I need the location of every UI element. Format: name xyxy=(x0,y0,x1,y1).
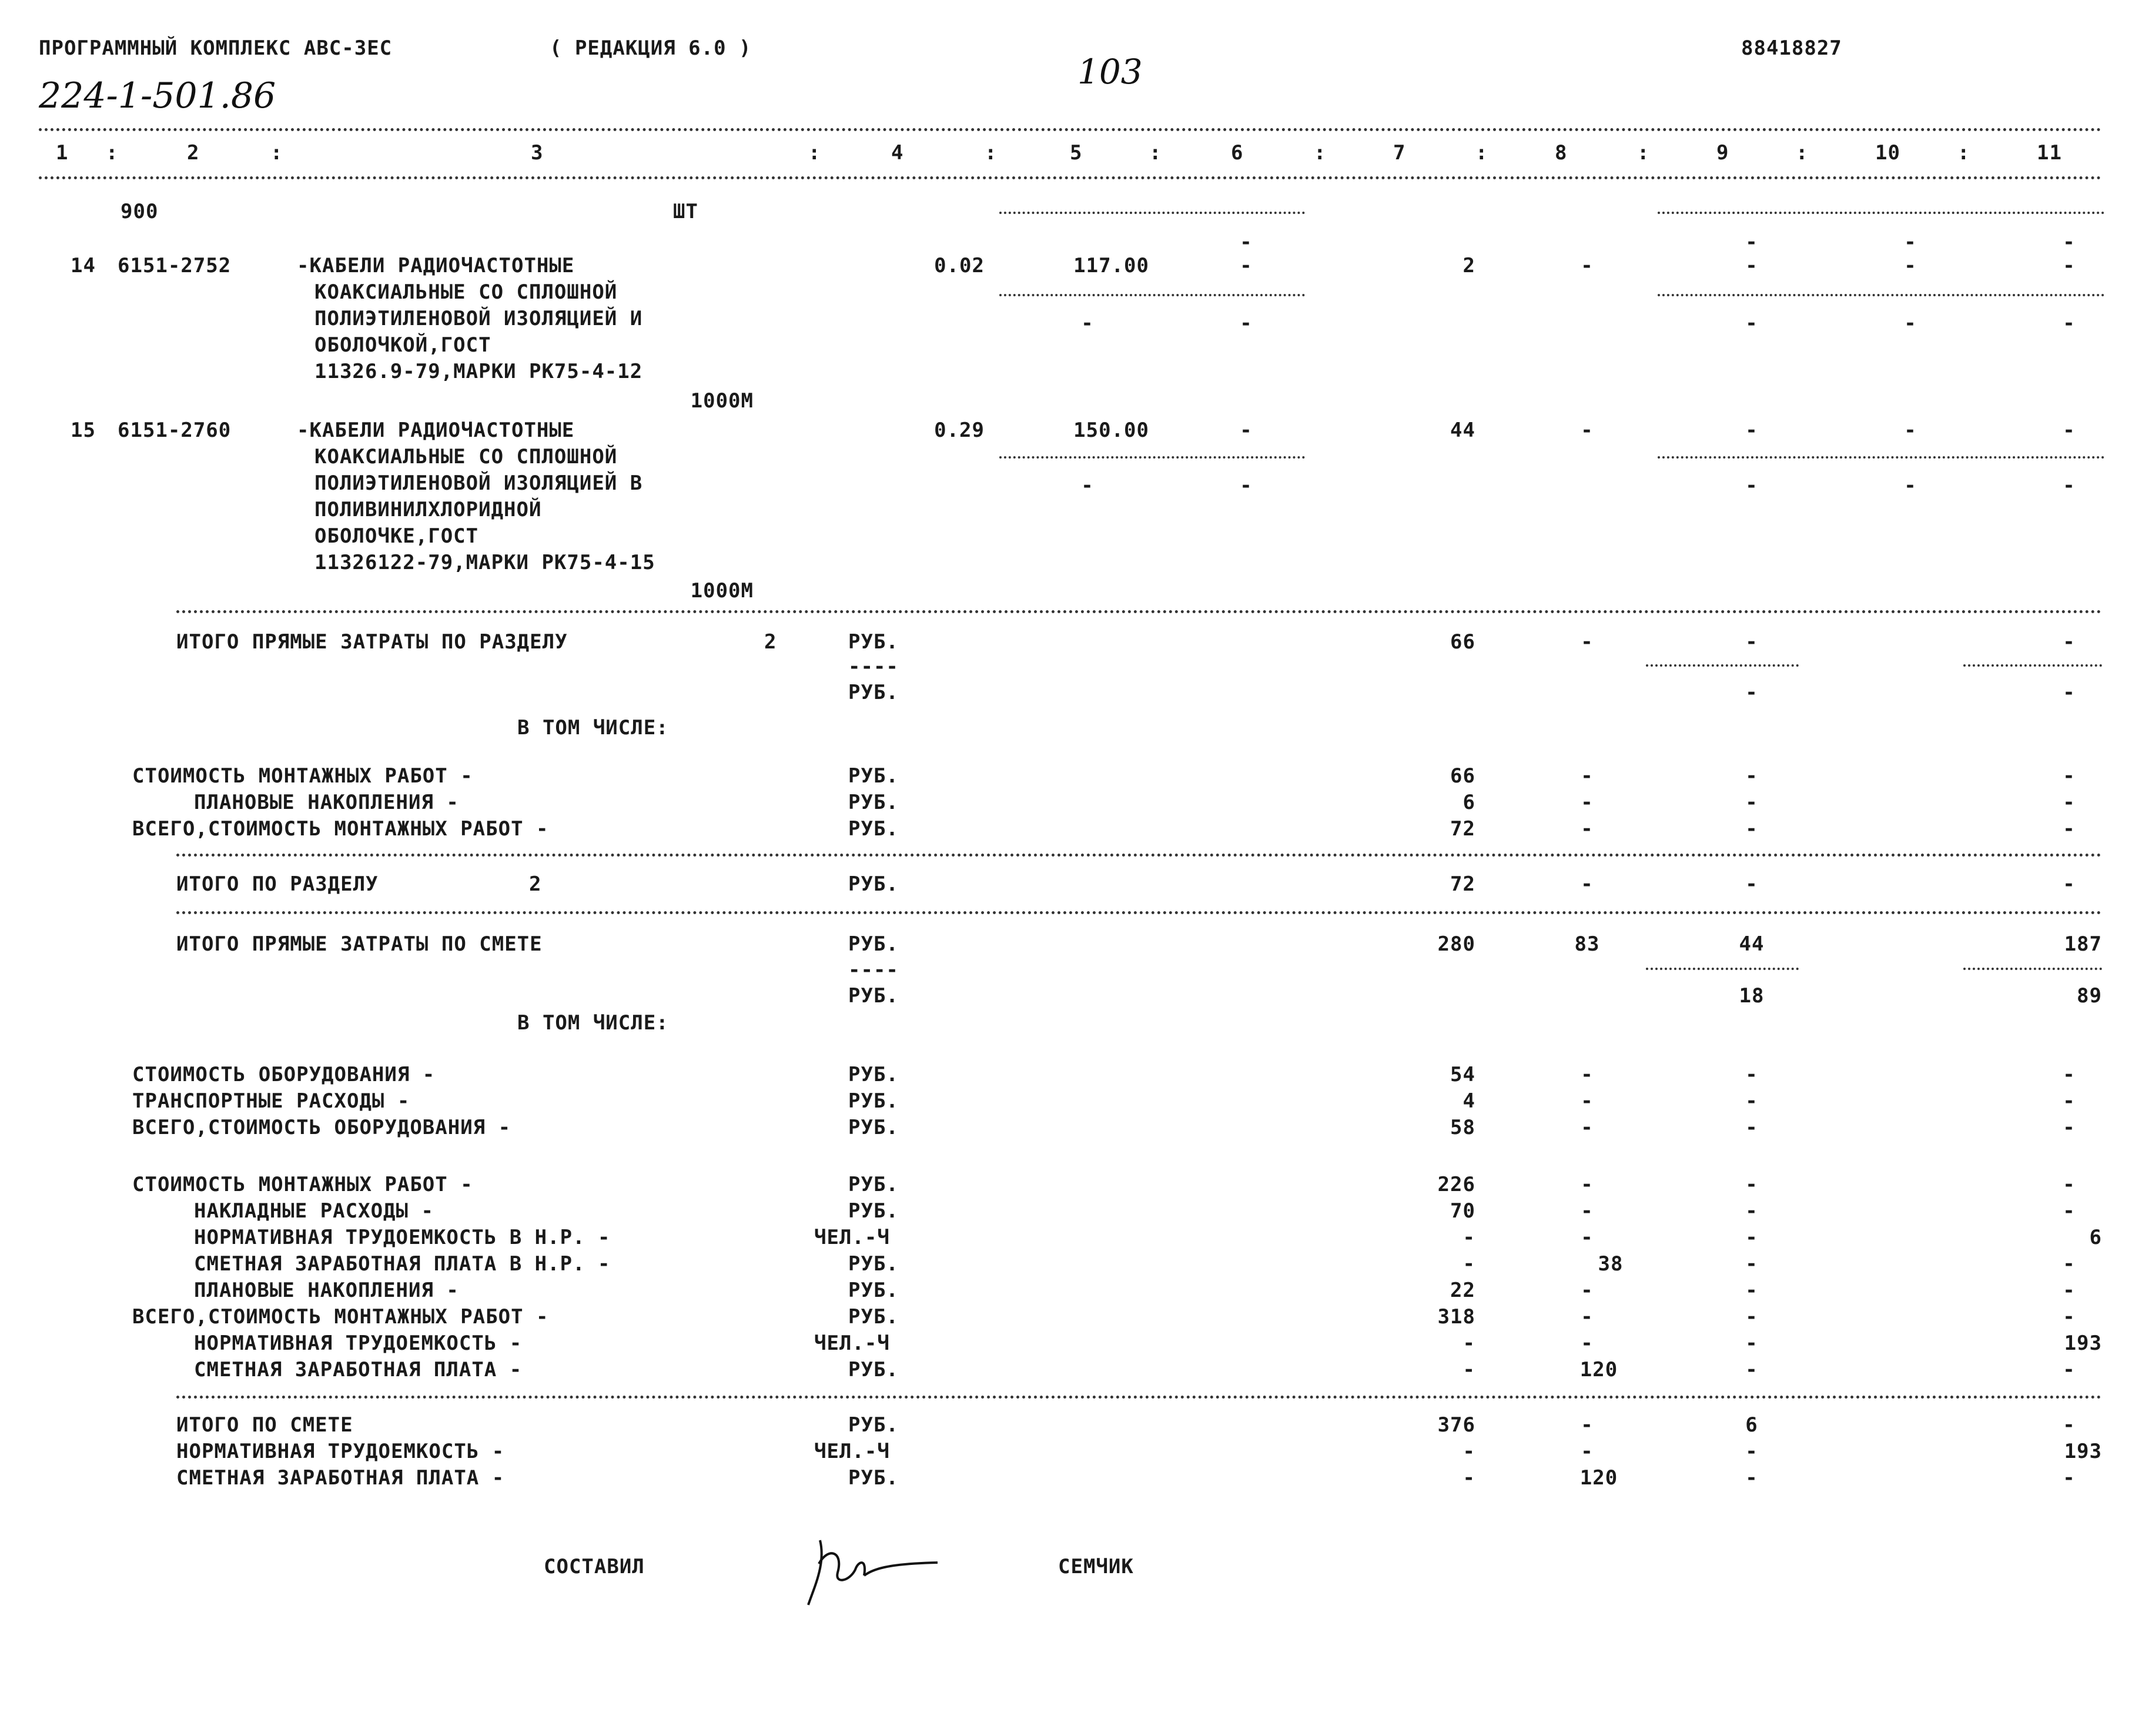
estimate-total-col11: 193 xyxy=(2064,1440,2102,1463)
summary-col11: - xyxy=(2063,1173,2076,1196)
summary-unit: РУБ. xyxy=(848,1305,899,1329)
section-total-label: ИТОГО ПО РАЗДЕЛУ xyxy=(176,872,379,896)
summary-label: ВСЕГО,СТОИМОСТЬ ОБОРУДОВАНИЯ - xyxy=(132,1116,511,1139)
cell-separator xyxy=(1646,664,1799,667)
column-separator: : xyxy=(1475,141,1488,165)
handwritten-project-code: 224-1-501.86 xyxy=(39,75,276,116)
item-col9-sub: - xyxy=(1745,312,1758,335)
summary-unit: РУБ. xyxy=(848,1116,899,1139)
column-separator: : xyxy=(1957,141,1970,165)
item-code: 6151-2752 xyxy=(118,254,232,277)
summary-col11: - xyxy=(2063,791,2076,814)
summary-col11: 6 xyxy=(2089,1226,2102,1249)
column-header-7: 7 xyxy=(1393,141,1406,165)
column-header-1: 1 xyxy=(56,141,69,165)
summary-unit: РУБ. xyxy=(848,1252,899,1276)
column-header-8: 8 xyxy=(1555,141,1568,165)
summary-unit: РУБ. xyxy=(848,791,899,814)
summary-col11: - xyxy=(2063,1252,2076,1276)
edition-label: ( РЕДАКЦИЯ 6.0 ) xyxy=(550,36,752,60)
summary-col7: 6 xyxy=(1462,791,1475,814)
cell-separator xyxy=(1963,664,2102,667)
column-separator: : xyxy=(1149,141,1162,165)
summary-label: ВСЕГО,СТОИМОСТЬ МОНТАЖНЫХ РАБОТ - xyxy=(132,1305,549,1329)
item-number: 15 xyxy=(71,419,96,442)
summary-col9: - xyxy=(1745,1199,1758,1223)
item-description-line: КОАКСИАЛЬНЫЕ СО СПЛОШНОЙ xyxy=(314,280,618,304)
estimate-total-col8: - xyxy=(1581,1440,1594,1463)
summary-label: ПЛАНОВЫЕ НАКОПЛЕНИЯ - xyxy=(194,1279,459,1302)
estimate-total-unit: РУБ. xyxy=(848,1466,899,1490)
estimate-direct-col9: 44 xyxy=(1739,932,1765,956)
item-col10-sub: - xyxy=(1904,230,1917,254)
estimate-total-col8: - xyxy=(1581,1413,1594,1437)
summary-unit: РУБ. xyxy=(848,1199,899,1223)
estimate-total-label: СМЕТНАЯ ЗАРАБОТНАЯ ПЛАТА - xyxy=(176,1466,505,1490)
summary-col7: - xyxy=(1462,1332,1475,1355)
summary-col9: - xyxy=(1745,1089,1758,1113)
item-number: 14 xyxy=(71,254,96,277)
summary-col11: - xyxy=(2063,764,2076,788)
summary-label: СТОИМОСТЬ МОНТАЖНЫХ РАБОТ - xyxy=(132,1173,473,1196)
compiled-by-name: СЕМЧИК xyxy=(1058,1555,1134,1578)
section-total-number: 2 xyxy=(529,872,542,896)
estimate-total-col9: - xyxy=(1745,1440,1758,1463)
summary-col7: - xyxy=(1462,1252,1475,1276)
section-direct-col7: 66 xyxy=(1450,630,1475,654)
summary-col9: - xyxy=(1745,1305,1758,1329)
item-col6-sub: - xyxy=(1240,474,1253,497)
summary-col7: 54 xyxy=(1450,1063,1475,1086)
summary-label: НАКЛАДНЫЕ РАСХОДЫ - xyxy=(194,1199,434,1223)
column-separator: : xyxy=(106,141,119,165)
item-col11-sub: - xyxy=(2063,474,2076,497)
item-col9: - xyxy=(1745,254,1758,277)
column-header-6: 6 xyxy=(1231,141,1244,165)
in-that-number-heading: В ТОМ ЧИСЛЕ: xyxy=(517,1011,669,1035)
item-col9-sub: - xyxy=(1745,474,1758,497)
summary-col9: - xyxy=(1745,1116,1758,1139)
summary-col7: - xyxy=(1462,1358,1475,1382)
section-direct-col9-sub: - xyxy=(1745,681,1758,704)
column-header-3: 3 xyxy=(531,141,544,165)
item-col10: - xyxy=(1904,419,1917,442)
top-rule xyxy=(39,128,2102,131)
cell-separator xyxy=(999,212,1305,214)
item-description-line: -КАБЕЛИ РАДИОЧАСТОТНЫЕ xyxy=(297,419,575,442)
column-header-10: 10 xyxy=(1875,141,1900,165)
summary-col11: - xyxy=(2063,1089,2076,1113)
item-description-line: ПОЛИЭТИЛЕНОВОЙ ИЗОЛЯЦИЕЙ В xyxy=(314,471,643,495)
item-col7: 2 xyxy=(1462,254,1475,277)
summary-col7: 226 xyxy=(1437,1173,1475,1196)
summary-col8: - xyxy=(1581,791,1594,814)
estimate-direct-col11: 187 xyxy=(2064,932,2102,956)
section-direct-label: ИТОГО ПРЯМЫЕ ЗАТРАТЫ ПО РАЗДЕЛУ xyxy=(176,630,568,654)
summary-col9: - xyxy=(1745,1279,1758,1302)
estimate-total-label: НОРМАТИВНАЯ ТРУДОЕМКОСТЬ - xyxy=(176,1440,505,1463)
estimate-direct-unit: РУБ. xyxy=(848,932,899,956)
item-col6-sub: - xyxy=(1240,312,1253,335)
estimate-total-col9: - xyxy=(1745,1466,1758,1490)
summary-unit: РУБ. xyxy=(848,764,899,788)
summary-col11: - xyxy=(2063,1305,2076,1329)
summary-unit: РУБ. xyxy=(848,1279,899,1302)
summary-label: СМЕТНАЯ ЗАРАБОТНАЯ ПЛАТА В Н.Р. - xyxy=(194,1252,611,1276)
item-col7: 44 xyxy=(1450,419,1475,442)
item-description-line: ПОЛИЭТИЛЕНОВОЙ ИЗОЛЯЦИЕЙ И xyxy=(314,307,643,330)
item-col10: - xyxy=(1904,254,1917,277)
estimate-direct-col7: 280 xyxy=(1437,932,1475,956)
cell-separator xyxy=(1658,212,2104,214)
cell-separator xyxy=(999,294,1305,296)
summary-col7: 66 xyxy=(1450,764,1475,788)
summary-col11: 193 xyxy=(2064,1332,2102,1355)
section-rule xyxy=(176,1396,2102,1399)
item-col10-sub: - xyxy=(1904,312,1917,335)
summary-col9: - xyxy=(1745,1063,1758,1086)
section-direct-col9: - xyxy=(1745,630,1758,654)
section-total-col9: - xyxy=(1745,872,1758,896)
column-header-2: 2 xyxy=(187,141,200,165)
summary-col7: - xyxy=(1462,1226,1475,1249)
summary-unit: РУБ. xyxy=(848,1173,899,1196)
summary-col9: - xyxy=(1745,791,1758,814)
program-title: ПРОГРАММНЫЙ КОМПЛЕКС АВС-ЗЕС xyxy=(39,36,393,60)
section-rule xyxy=(176,610,2102,613)
summary-col8: - xyxy=(1581,1173,1594,1196)
summary-col8: - xyxy=(1581,1116,1594,1139)
summary-unit: РУБ. xyxy=(848,1358,899,1382)
estimate-total-col7: 376 xyxy=(1437,1413,1475,1437)
cell-separator xyxy=(1646,968,1799,970)
summary-col8: - xyxy=(1581,1279,1594,1302)
summary-col7: 22 xyxy=(1450,1279,1475,1302)
item-col11-sub: - xyxy=(2063,230,2076,254)
item-col5-sub: - xyxy=(1081,312,1094,335)
section-direct-col8: - xyxy=(1581,630,1594,654)
summary-col11: - xyxy=(2063,1116,2076,1139)
summary-label: НОРМАТИВНАЯ ТРУДОЕМКОСТЬ - xyxy=(194,1332,523,1355)
column-separator: : xyxy=(1314,141,1327,165)
item-description-line: 11326.9-79,МАРКИ РК75-4-12 xyxy=(314,360,643,383)
item-col8: - xyxy=(1581,254,1594,277)
cell-separator xyxy=(1963,968,2102,970)
item-quantity: 0.29 xyxy=(934,419,985,442)
summary-unit: РУБ. xyxy=(848,1089,899,1113)
column-separator: : xyxy=(808,141,821,165)
item-col5-sub: - xyxy=(1081,474,1094,497)
summary-col11: - xyxy=(2063,1063,2076,1086)
compiled-by-label: СОСТАВИЛ xyxy=(544,1555,645,1578)
section-direct-col11: - xyxy=(2063,630,2076,654)
item-description-line: ПОЛИВИНИЛХЛОРИДНОЙ xyxy=(314,498,542,521)
section-direct-col11-sub: - xyxy=(2063,681,2076,704)
column-separator: : xyxy=(270,141,283,165)
summary-unit: РУБ. xyxy=(848,817,899,841)
summary-col8: - xyxy=(1581,1089,1594,1113)
estimate-total-label: ИТОГО ПО СМЕТЕ xyxy=(176,1413,353,1437)
unit-code: 900 xyxy=(121,200,159,223)
column-separator: : xyxy=(1637,141,1650,165)
summary-label: СМЕТНАЯ ЗАРАБОТНАЯ ПЛАТА - xyxy=(194,1358,523,1382)
section-total-unit: РУБ. xyxy=(848,872,899,896)
column-header-9: 9 xyxy=(1716,141,1729,165)
item-col9: - xyxy=(1745,419,1758,442)
item-col9-sub: - xyxy=(1745,230,1758,254)
summary-col9: - xyxy=(1745,1173,1758,1196)
summary-label: СТОИМОСТЬ ОБОРУДОВАНИЯ - xyxy=(132,1063,436,1086)
item-col11-sub: - xyxy=(2063,312,2076,335)
estimate-direct-label: ИТОГО ПРЯМЫЕ ЗАТРАТЫ ПО СМЕТЕ xyxy=(176,932,543,956)
summary-col8: - xyxy=(1581,817,1594,841)
estimate-total-col7: - xyxy=(1462,1440,1475,1463)
section-rule xyxy=(176,911,2102,914)
summary-col8: - xyxy=(1581,1305,1594,1329)
cell-separator xyxy=(1658,456,2104,459)
summary-col8: - xyxy=(1581,1226,1594,1249)
summary-col9: - xyxy=(1745,817,1758,841)
summary-col7: 4 xyxy=(1462,1089,1475,1113)
item-col8: - xyxy=(1581,419,1594,442)
estimate-direct-col11-sub: 89 xyxy=(2077,984,2102,1008)
column-header-11: 11 xyxy=(2037,141,2062,165)
section-direct-unit: РУБ. xyxy=(848,681,899,704)
item-col6: - xyxy=(1240,419,1253,442)
section-direct-unit: РУБ. xyxy=(848,630,899,654)
summary-col9: - xyxy=(1745,1226,1758,1249)
estimate-total-col11: - xyxy=(2063,1466,2076,1490)
summary-unit: РУБ. xyxy=(848,1063,899,1086)
summary-col9: - xyxy=(1745,1358,1758,1382)
column-header-5: 5 xyxy=(1070,141,1083,165)
in-that-number-heading: В ТОМ ЧИСЛЕ: xyxy=(517,716,669,740)
summary-col9: - xyxy=(1745,764,1758,788)
signature-icon xyxy=(802,1528,943,1611)
header-rule xyxy=(39,176,2102,179)
column-separator: : xyxy=(985,141,998,165)
column-header-4: 4 xyxy=(891,141,904,165)
estimate-total-col9: 6 xyxy=(1745,1413,1758,1437)
item-col11: - xyxy=(2063,254,2076,277)
item-unit: 1000М xyxy=(690,389,754,413)
estimate-direct-col9-sub: 18 xyxy=(1739,984,1765,1008)
item-description-line: ОБОЛОЧКЕ,ГОСТ xyxy=(314,524,479,548)
summary-col7: 72 xyxy=(1450,817,1475,841)
item-code: 6151-2760 xyxy=(118,419,232,442)
item-description-line: -КАБЕЛИ РАДИОЧАСТОТНЫЕ xyxy=(297,254,575,277)
summary-unit: ЧЕЛ.-Ч xyxy=(814,1226,890,1249)
item-unit-price: 117.00 xyxy=(1073,254,1149,277)
summary-col8: - xyxy=(1581,764,1594,788)
unit-label: ШТ xyxy=(673,200,698,223)
section-total-col11: - xyxy=(2063,872,2076,896)
summary-col7: 58 xyxy=(1450,1116,1475,1139)
summary-col9: - xyxy=(1745,1252,1758,1276)
summary-label: НОРМАТИВНАЯ ТРУДОЕМКОСТЬ В Н.Р. - xyxy=(194,1226,611,1249)
estimate-direct-unit: РУБ. xyxy=(848,984,899,1008)
estimate-total-col8: 120 xyxy=(1579,1466,1618,1490)
summary-col9: - xyxy=(1745,1332,1758,1355)
summary-col7: 318 xyxy=(1437,1305,1475,1329)
column-separator: : xyxy=(1796,141,1809,165)
summary-col8: 120 xyxy=(1579,1358,1618,1382)
summary-col11: - xyxy=(2063,1358,2076,1382)
summary-label: ВСЕГО,СТОИМОСТЬ МОНТАЖНЫХ РАБОТ - xyxy=(132,817,549,841)
estimate-direct-unit-separator: ---- xyxy=(848,958,899,982)
summary-label: СТОИМОСТЬ МОНТАЖНЫХ РАБОТ - xyxy=(132,764,473,788)
summary-label: ТРАНСПОРТНЫЕ РАСХОДЫ - xyxy=(132,1089,410,1113)
estimate-total-col11: - xyxy=(2063,1413,2076,1437)
item-col6-sub: - xyxy=(1240,230,1253,254)
cell-separator xyxy=(1658,294,2104,296)
summary-col11: - xyxy=(2063,1279,2076,1302)
handwritten-page-number: 103 xyxy=(1077,52,1143,92)
item-col11: - xyxy=(2063,419,2076,442)
item-description-line: КОАКСИАЛЬНЫЕ СО СПЛОШНОЙ xyxy=(314,445,618,469)
summary-col8: 38 xyxy=(1598,1252,1624,1276)
item-col6: - xyxy=(1240,254,1253,277)
document-id: 88418827 xyxy=(1741,36,1842,60)
section-number: 2 xyxy=(764,630,777,654)
summary-col11: - xyxy=(2063,817,2076,841)
section-total-col8: - xyxy=(1581,872,1594,896)
section-rule xyxy=(176,854,2102,857)
estimate-total-col7: - xyxy=(1462,1466,1475,1490)
item-description-line: ОБОЛОЧКОЙ,ГОСТ xyxy=(314,333,491,357)
summary-unit: ЧЕЛ.-Ч xyxy=(814,1332,890,1355)
summary-col8: - xyxy=(1581,1199,1594,1223)
summary-col11: - xyxy=(2063,1199,2076,1223)
item-quantity: 0.02 xyxy=(934,254,985,277)
estimate-total-unit: РУБ. xyxy=(848,1413,899,1437)
summary-label: ПЛАНОВЫЕ НАКОПЛЕНИЯ - xyxy=(194,791,459,814)
cell-separator xyxy=(999,456,1305,459)
item-description-line: 11326122-79,МАРКИ РК75-4-15 xyxy=(314,551,655,574)
section-total-col7: 72 xyxy=(1450,872,1475,896)
summary-col8: - xyxy=(1581,1332,1594,1355)
item-unit-price: 150.00 xyxy=(1073,419,1149,442)
section-direct-unit-separator: ---- xyxy=(848,655,899,678)
item-unit: 1000М xyxy=(690,579,754,603)
estimate-total-unit: ЧЕЛ.-Ч xyxy=(814,1440,890,1463)
estimate-direct-col8: 83 xyxy=(1574,932,1600,956)
summary-col8: - xyxy=(1581,1063,1594,1086)
summary-col7: 70 xyxy=(1450,1199,1475,1223)
item-col10-sub: - xyxy=(1904,474,1917,497)
